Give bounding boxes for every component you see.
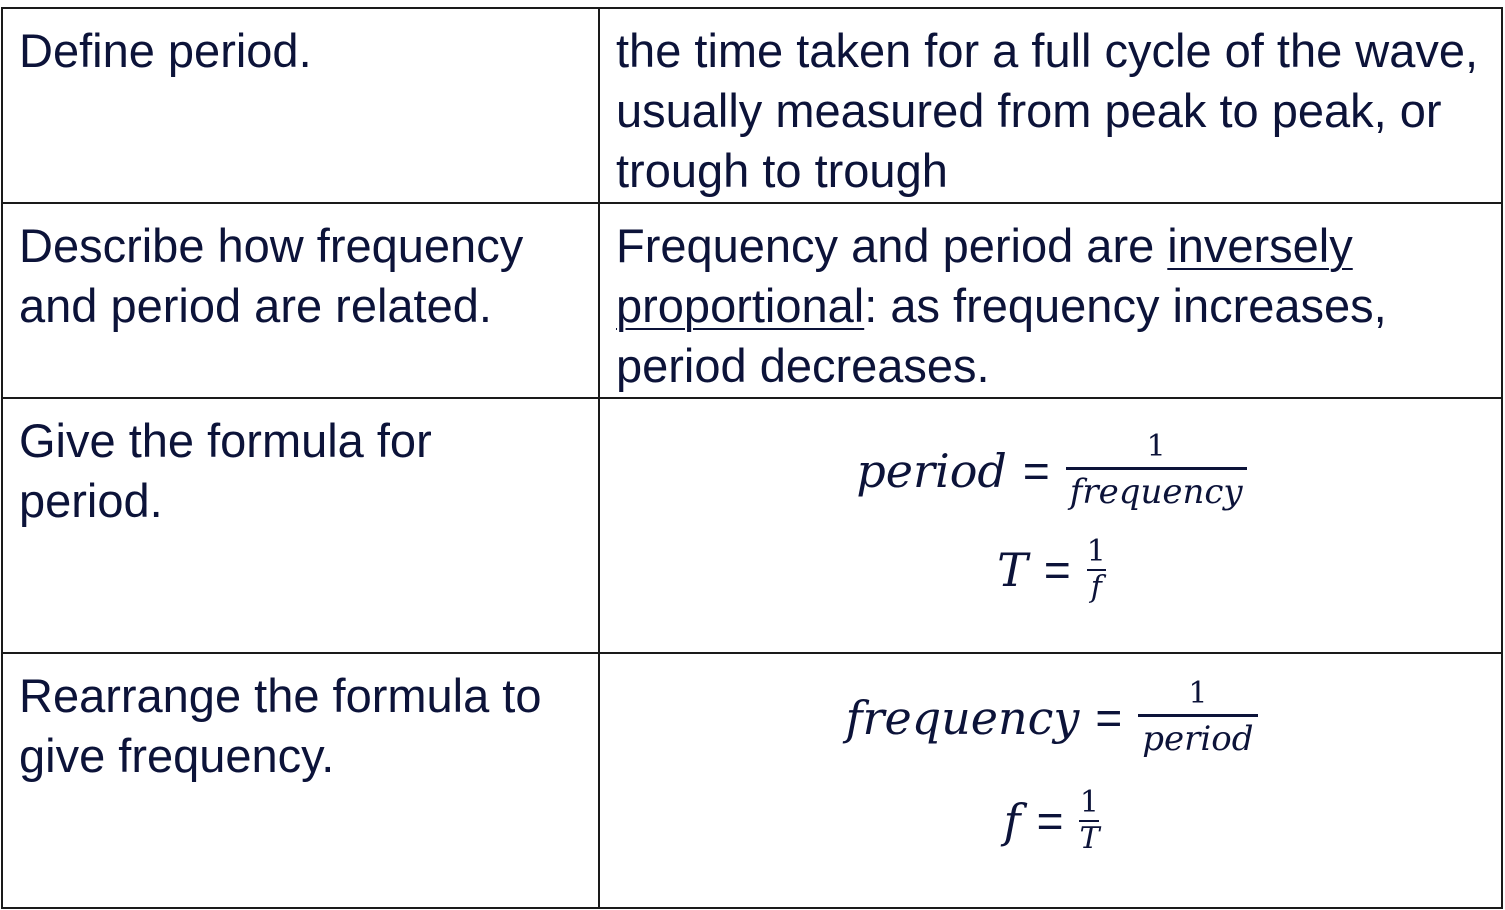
answer-cell — [599, 203, 1502, 398]
formula-lhs: period — [856, 443, 1007, 498]
denominator: f — [1090, 570, 1102, 605]
formula-frequency-words — [845, 674, 1257, 761]
formula-lhs: f — [1003, 794, 1021, 848]
question-text: Rearrange the formula to give frequency. — [19, 669, 542, 782]
formula-cell — [599, 398, 1502, 653]
fraction — [1079, 786, 1099, 856]
formula-period-words — [856, 427, 1246, 514]
flashcard-table — [1, 7, 1503, 909]
table-row — [2, 398, 1502, 653]
fraction — [1087, 535, 1106, 605]
formula-word-line — [616, 427, 1487, 513]
table-row — [2, 8, 1502, 203]
denominator: frequency — [1069, 472, 1243, 512]
numerator: 1 — [1079, 785, 1099, 820]
table-row — [2, 203, 1502, 398]
equals-sign: = — [1095, 691, 1123, 744]
denominator: period — [1142, 719, 1254, 759]
fraction — [1138, 674, 1257, 761]
numerator: 1 — [1086, 534, 1106, 569]
formula-frequency-symbols — [1004, 786, 1100, 856]
answer-text-post: : as frequency increases, period decreases. — [616, 279, 1387, 392]
formula-word-line — [616, 674, 1487, 760]
formula-symbol-line — [616, 535, 1487, 605]
fraction — [1066, 427, 1247, 514]
formula-symbol-line — [616, 786, 1487, 856]
table-row — [2, 653, 1502, 908]
question-text: Describe how frequency and period are related. — [19, 219, 524, 332]
formula-lhs: frequency — [845, 690, 1080, 745]
question-cell — [2, 8, 599, 203]
question-text: Define period. — [19, 24, 312, 77]
formula-period-symbols — [997, 535, 1106, 605]
question-cell — [2, 203, 599, 398]
denominator: T — [1079, 821, 1100, 856]
answer-text: the time taken for a full cycle of the wave, usually measured from peak to peak, or trough to trough — [616, 24, 1479, 197]
equals-sign: = — [1022, 444, 1050, 497]
equals-sign: = — [1043, 544, 1071, 596]
question-cell — [2, 398, 599, 653]
numerator: 1 — [1146, 429, 1166, 464]
formula-lhs: T — [997, 543, 1028, 597]
answer-text-pre: Frequency and period are — [616, 219, 1168, 272]
numerator: 1 — [1188, 676, 1208, 711]
question-text: Give the formula for period. — [19, 414, 432, 527]
equals-sign: = — [1036, 795, 1064, 847]
answer-underlined-term: inversely proportional — [616, 219, 1353, 332]
answer-cell — [599, 8, 1502, 203]
formula-cell — [599, 653, 1502, 908]
question-cell — [2, 653, 599, 908]
